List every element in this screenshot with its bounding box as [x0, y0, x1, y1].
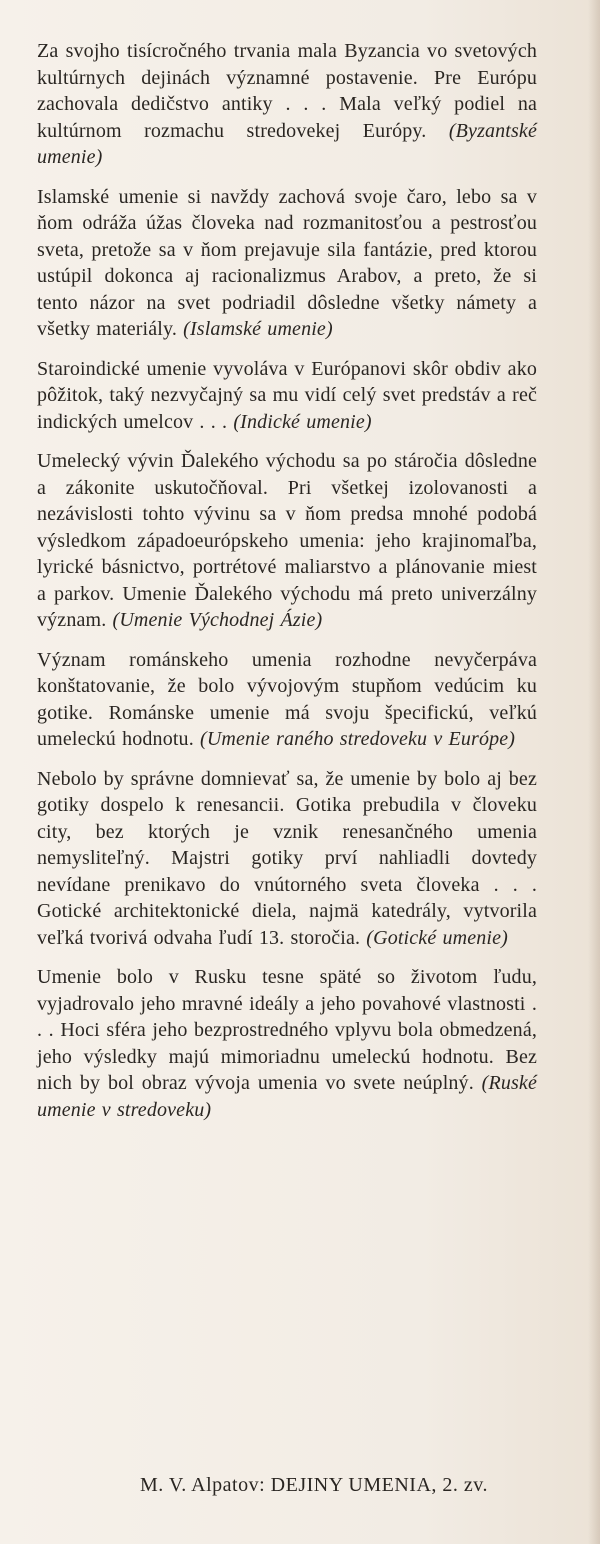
passage-gothic: [37, 766, 537, 952]
passage-source: (Byzantské umenie): [37, 119, 537, 168]
passage-east-asia: [37, 448, 537, 634]
passage-text: Nebolo by správne domnievať sa, že umenie by bolo aj bez gotiky dospelo k renesancii. Gotika prebudila v človeku city, bez ktorých je vznik renesančného umenia nemysliteľný. Majstri gotiky prví nahliadli dovtedy nevídane prenikavo do vnútorného sveta človeka . . . Gotické architektonické diela, najmä katedrály, vytvorila veľká tvorivá odvaha ľudí 13. storočia.: [37, 767, 537, 949]
passage-source: (Islamské umenie): [183, 318, 333, 340]
passage-source: (Ruské umenie v stredoveku): [37, 1072, 537, 1121]
passage-source: (Umenie Východnej Ázie): [112, 609, 323, 631]
passage-indian: [37, 356, 537, 436]
passage-source: (Indické umenie): [233, 410, 372, 433]
passage-russian: [37, 964, 537, 1123]
passage-text: Staroindické umenie vyvoláva v Európanovi skôr obdiv ako pôžitok, taký nezvyčajný sa mu vidí celý svet predstáv a reč indických umelcov . . .: [37, 357, 537, 433]
book-attribution: M. V. Alpatov: DEJINY UMENIA, 2. zv.: [140, 1474, 488, 1496]
passage-romanesque: [37, 647, 537, 753]
page-edge-shadow: [588, 0, 600, 1544]
passage-text: Za svojho tisícročného trvania mala Byzancia vo svetových kultúrnych dejinách významné postavenie. Pre Európu zachovala dedičstvo antiky . . . Mala veľký podiel na kultúrnom rozmachu stredovekej Európy.: [37, 40, 537, 142]
passage-text: Umelecký vývin Ďalekého východu sa po stáročia dôsledne a zákonite uskutočňoval. Pri všetkej izolovanosti a nezávislosti tohto vývinu sa v ňom predsa mnohé podobá výsledkom západoeurópskeho umenia: jeho krajinomaľba, lyrické básnictvo, portrétové maliarstvo a plánovanie miest a parkov. Umenie Ďalekého východu má preto univerzálny význam.: [37, 450, 537, 631]
passage-source: (Umenie raného stredoveku v Európe): [200, 728, 516, 750]
passage-text: Umenie bolo v Rusku tesne späté so životom ľudu, vyjadrovalo jeho mravné ideály a jeho povahové vlastnosti . . . Hoci sféra jeho bezprostredného vplyvu bola obmedzená, jeho výsledky majú mimoriadnu umeleckú hodnotu. Bez nich by bol obraz vývoja umenia vo svete neúplný.: [37, 966, 537, 1094]
passage-islamic: [37, 184, 537, 343]
quotes-column: [37, 38, 537, 1123]
passage-text: Islamské umenie si navždy zachová svoje čaro, lebo sa v ňom odráža úžas človeka nad rozmanitosťou a pestrosťou sveta, pretože sa v ňom prejavuje sila fantázie, pred ktorou ustúpil dokonca aj racionalizmus Arabov, a preto, že si tento názor na svet podriadil dôsledne všetky námety a všetky materiály.: [37, 185, 537, 340]
passage-text: Význam románskeho umenia rozhodne nevyčerpáva konštatovanie, že bolo vývojovým stupňom vedúcim ku gotike. Románske umenie má svoju špecifickú, veľkú umeleckú hodnotu.: [37, 648, 537, 750]
passage-source: (Gotické umenie): [366, 926, 508, 949]
passage-byzantine: [37, 38, 537, 171]
